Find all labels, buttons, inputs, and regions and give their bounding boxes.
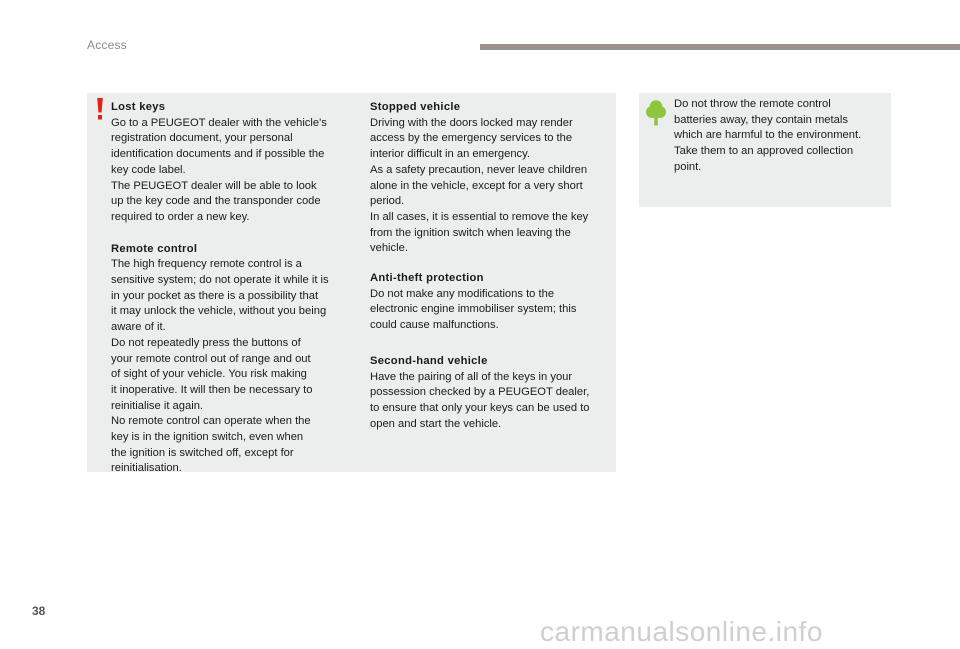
remote-control-section (111, 242, 346, 478)
warning-icon (95, 98, 105, 120)
lost-keys-title: Lost keys (111, 101, 166, 113)
remote-control-body: The high frequency remote control is a sensitive system; do not operate it while it is in your pocket as there is a possibility that it may unlock the vehicle, without you being aware of it. Do not repeatedly press the buttons of your remote control out of range and out of sight of your vehicle. You risk making it inoperative. It will then be necessary to reinitialise it again. No remote control can operate when the key is in the ignition switch, even when the ignition is switched off, except for reinitialisation. (111, 258, 329, 475)
remote-control-title: Remote control (111, 242, 198, 255)
second-hand-section (370, 354, 608, 433)
header-title: Access (87, 38, 127, 52)
anti-theft-body: Do not make any modifications to the electronic engine immobiliser system; this could cause malfunctions. (370, 287, 577, 332)
stopped-vehicle-section (370, 100, 608, 257)
second-hand-title: Second-hand vehicle (370, 354, 488, 367)
watermark: carmanualsonline.info (540, 616, 823, 647)
column-left (111, 100, 346, 477)
lost-keys-section (111, 100, 346, 226)
stopped-vehicle-body: Driving with the doors locked may render access by the emergency services to the interior difficult in an emergency. As a safety precaution, never leave children alone in the vehicle, except for a very short period. In all cases, it is essential to remove the key from the ignition switch when leaving the vehicle. (370, 116, 589, 255)
column-middle (370, 100, 608, 432)
header-bar (480, 44, 960, 50)
anti-theft-title: Anti-theft protection (370, 272, 484, 285)
environment-note (674, 97, 882, 176)
tree-icon (645, 100, 667, 126)
anti-theft-section (370, 271, 608, 334)
second-hand-body: Have the pairing of all of the keys in your possession checked by a PEUGEOT dealer, to ensure that only your keys can be used to open and start the vehicle. (370, 370, 590, 430)
lost-keys-body: Go to a PEUGEOT dealer with the vehicle's registration document, your personal identification documents and if possible the key code label. The PEUGEOT dealer will be able to look up the key code and the transponder code required to order a new key. (111, 116, 327, 223)
stopped-vehicle-title: Stopped vehicle (370, 101, 461, 113)
environment-note-body: Do not throw the remote control batteries away, they contain metals which are harmful to the environment. Take them to an approved collection point. (674, 98, 862, 173)
page-number: 38 (32, 604, 46, 618)
